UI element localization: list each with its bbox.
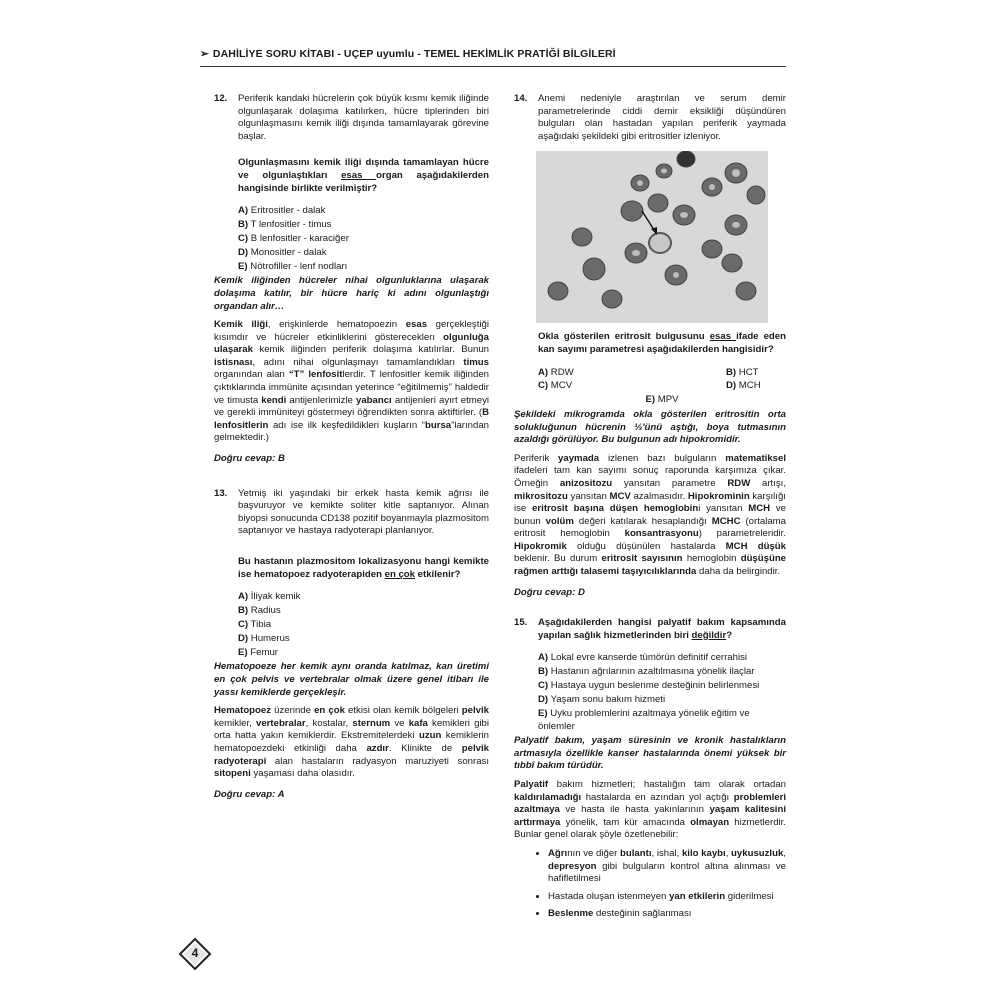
option-b[interactable]: B) HCT — [726, 366, 759, 378]
list-item: • Beslenme desteğinin sağlanması — [548, 908, 786, 921]
question-text: Anemi nedeniyle araştırılan ve serum demir parametrelerinde ciddi demir eksikliği düşündüren bulguları olan hastadan yapılan periferik yaymada aşağıdaki şekildeki gibi eritrositler izleniyor. — [538, 93, 786, 142]
page-number: 4 — [191, 946, 199, 960]
header-title: DAHİLİYE SORU KİTABI - UÇEP uyumlu - TEMEL HEKİMLİK PRATİĞİ BİLGİLERİ — [212, 48, 616, 60]
explanation-paragraph: Kemik iliği, erişkinlerde hematopoezin esas gerçekleştiği kısımdır ve hücreler etkinliklerini göstereceklerı olgunluğa ulaşarak kemik iliğinden periferik dolaşıma katılırlar. Bunun istisnası, adını nihai olgunlaşmayı tamamlandıkları timus organından alan “T” lenfositlerdir. T lenfositler kemik iliğinden çıktıklarında immünite açısından yeterince “eğitilmemiş” haldedir ve timusta kendi antijenlerimizle yabancı antijenleri ayırt etmeyi ve gerekli immüniteyi göstermeyi öğrendikten sonra aktiftirler. (B lenfositlerin adı ise ilk keşfedildikleri kuşların “bursa”larından gelmektedir.) — [214, 319, 490, 444]
option-b[interactable]: B) Hastanın ağrılarının azaltılmasına yönelik ilaçlar — [538, 666, 755, 678]
option-e[interactable]: E) Uyku problemlerini azaltmaya yönelik eğitim ve önlemler — [538, 708, 750, 732]
question-number: 14. — [514, 93, 528, 104]
question-15 — [514, 617, 786, 642]
option-b[interactable]: B) T lenfositler - timus — [238, 219, 332, 231]
question-text: Periferik kandaki hücrelerin çok büyük kısmı kemik iliğinde olgunlaşarak dolaşıma katılırken, hücre tiplerinden biri olgunlaşmasını kemik iliği dışında tamamlayarak görevine başlar. — [238, 93, 489, 142]
right-column — [514, 93, 786, 926]
list-item: • Hastada oluşan istenmeyen yan etkilerin giderilmesi — [548, 891, 786, 904]
correct-answer: Doğru cevap: D — [514, 586, 585, 598]
question-number: 15. — [514, 617, 528, 629]
correct-answer: Doğru cevap: B — [214, 453, 285, 465]
option-d[interactable]: D) Monositler - dalak — [238, 246, 327, 258]
blood-smear-micrograph — [536, 151, 768, 323]
explanation-highlight: Palyatif bakım, yaşam süresinin ve kronik hastalıkların artmasıyla özellikle kanser hastalarında önemi yüksek bir tıbbî bakım türüdür. — [514, 735, 786, 772]
explanation-paragraph: Hematopoez üzerinde en çok etkisi olan kemik bölgeleri pelvik kemikler, vertebralar, kostalar, sternum ve kafa kemikleri gibi orta hatta yakın kemiklerdir. Ekstremitelerdeki uzun kemiklerin hematopoezdeki etkinliği daha azdır. Klinikte de pelvik radyoterapi alan hastaların radyasyon maruziyeti sonrası sitopeni yaşaması daha olasıdır. — [214, 705, 489, 780]
bullet-list — [514, 848, 786, 921]
question-13 — [214, 488, 489, 538]
option-d[interactable]: D) Yaşam sonu bakım hizmeti — [538, 694, 666, 706]
option-e[interactable]: E) Femur — [238, 646, 278, 658]
blood-smear-image — [536, 151, 768, 323]
option-d[interactable]: D) MCH — [726, 380, 761, 392]
option-c[interactable]: C) Tibia — [238, 618, 272, 630]
option-e[interactable]: E) Nötrofiller - lenf nodları — [238, 260, 348, 272]
explanation-paragraph: Periferik yaymada izlenen bazı bulguların matematiksel ifadeleri tam kan sayımı sonuç raporunda karşımıza çıkar. Örneğin anizositozu yansıtan parametre RDW artışı, mikrositozu yansıtan MCV azalmasıdır. Hipokrominin karşılığı ise eritrosit başına düşen hemoglobini yansıtan MCH ve bunun volüm değeri katılarak hesaplandığı MCHC (ortalama eritrosit hemoglobin konsantrasyonu) parametreleridir. Hipokromik olduğu düşünülen hastalarda MCH düşük beklenir. Bu durum eritrosit sayısının hemoglobin düşüşüne rağmen arttığı talasemi taşıyıcılıklarında daha da belirgindir. — [514, 452, 787, 578]
question-stem: Aşağıdakilerden hangisi palyatif bakım kapsamında yapılan sağlık hizmetlerinden biri değildir? — [538, 617, 786, 641]
explanation-highlight: Hematopoeze her kemik aynı oranda katılmaz, kan üretimi en çok pelvis ve vertebralar olmak üzere genel itibarı ile yassı kemiklerde gerçekleşir. — [214, 661, 489, 698]
option-a[interactable]: A) İliyak kemik — [238, 591, 301, 603]
running-header — [200, 48, 786, 60]
question-stem: Bu hastanın plazmositom lokalizasyonu hangi kemikte ise hematopoez radyoterapiden en çok etkilenir? — [238, 556, 489, 580]
explanation-highlight: Kemik iliğinden hücreler nihai olgunluklarına ulaşarak dolaşıma katılır, bir hücre hariç ki adını olgunlaştığı organdan alır… — [214, 275, 489, 312]
option-a[interactable]: A) Eritrositler - dalak — [238, 205, 326, 217]
question-number: 13. — [214, 487, 228, 499]
option-c[interactable]: C) MCV — [538, 380, 573, 392]
option-c[interactable]: C) Hastaya uygun beslenme desteğinin belirlenmesi — [538, 680, 760, 692]
page-number-badge — [178, 937, 212, 971]
header-divider — [200, 66, 786, 67]
left-column — [214, 93, 489, 801]
arrow-bullet-icon: ➢ — [200, 48, 209, 60]
question-number: 12. — [214, 93, 228, 104]
options-grid — [538, 367, 786, 395]
correct-answer: Doğru cevap: A — [214, 788, 285, 800]
option-a[interactable]: A) RDW — [538, 366, 574, 378]
explanation-paragraph: Palyatif bakım hizmetleri; hastalığın tam olarak ortadan kaldırılamadığı hastalarda en azından yol açtığı problemleri azaltmaya ve hasta ile hasta yakınlarının yaşam kalitesini arttırmaya yönelik, tam kür amacında olmayan hizmetlerdir. Bunlar genel olarak şöyle özetlenebilir: — [514, 778, 786, 841]
option-c[interactable]: C) B lenfositler - karaciğer — [238, 232, 349, 244]
option-b[interactable]: B) Radius — [238, 605, 281, 617]
option-e[interactable]: E) MPV — [645, 394, 679, 406]
option-d[interactable]: D) Humerus — [238, 632, 290, 644]
question-text: Yetmiş iki yaşındaki bir erkek hasta kemik ağrısı ile başvuruyor ve kemikte soliter kitle saptanıyor. Alınan biyopsi sonucunda CD138 pozitif boyanmayla plazmositom saptanıyor ve hastaya radyoterapi planlanıyor. — [238, 487, 489, 537]
explanation-highlight: Şekildeki mikrogramda okla gösterilen eritrositin orta solukluğunun hücrenin ⅓'ünü aştığı, boya tutmasının azaldığı görülüyor. Bu bulgunun adı hipokromidir. — [514, 408, 786, 446]
question-stem: Okla gösterilen eritrosit bulgusunu esas ifade eden kan sayımı parametresi aşağıdakilerden hangisidir? — [538, 331, 786, 355]
question-stem: Olgunlaşmasını kemik iliği dışında tamamlayan hücre ve olgunlaştıkları esas organ aşağıdakilerden hangisinde birlikte verilmiştir? — [238, 157, 489, 194]
question-12 — [214, 93, 489, 143]
list-item: • Ağrının ve diğer bulantı, ishal, kilo kaybı, uykusuzluk, depresyon gibi bulguların kontrol altına alınması ve hafifletilmesi — [548, 848, 786, 886]
option-a[interactable]: A) Lokal evre kanserde tümörün definitif cerrahisi — [538, 652, 748, 664]
question-14 — [514, 93, 786, 143]
